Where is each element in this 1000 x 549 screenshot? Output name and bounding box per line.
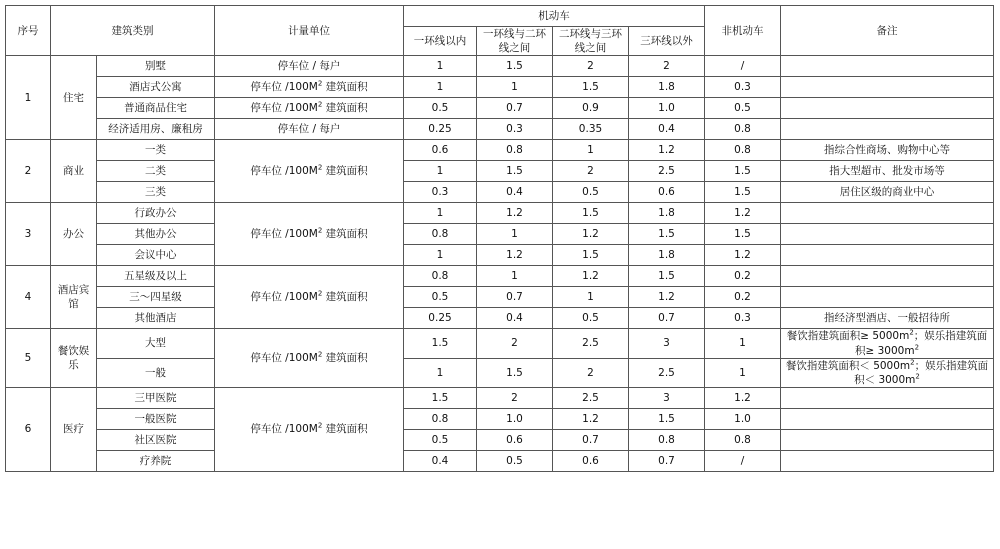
nonmotor-cell: 0.2 <box>705 287 781 308</box>
remark-text-a: 餐饮指建筑面积≥ 5000m <box>786 330 910 343</box>
remark-cell <box>781 119 994 140</box>
ring1-cell: 1 <box>404 77 477 98</box>
subcategory-cell: 三～四星级 <box>97 287 215 308</box>
category-cell: 办公 <box>51 203 97 266</box>
subcategory-cell: 酒店式公寓 <box>97 77 215 98</box>
table-row <box>6 430 994 451</box>
table-row <box>6 119 994 140</box>
subcategory-cell: 其他办公 <box>97 224 215 245</box>
table-row <box>6 56 994 77</box>
subcategory-cell: 三甲医院 <box>97 388 215 409</box>
table-row <box>6 287 994 308</box>
header-category: 建筑类别 <box>51 6 215 56</box>
ring2-cell: 0.4 <box>477 182 553 203</box>
ring2-cell: 1 <box>477 224 553 245</box>
nonmotor-cell: 0.5 <box>705 98 781 119</box>
ring3-cell: 0.35 <box>553 119 629 140</box>
nonmotor-cell: 1.0 <box>705 409 781 430</box>
ring3-cell: 0.9 <box>553 98 629 119</box>
ring1-cell: 0.25 <box>404 119 477 140</box>
ring2-cell: 1.5 <box>477 161 553 182</box>
ring3-cell: 1.5 <box>553 245 629 266</box>
remark-text-a: 餐饮指建筑面积＜ 5000m <box>785 359 911 372</box>
ring4-cell: 1.8 <box>629 245 705 266</box>
nonmotor-cell: 0.2 <box>705 266 781 287</box>
ring3-cell: 0.7 <box>553 430 629 451</box>
unit-sup: 2 <box>317 421 323 430</box>
unit-cell <box>215 388 404 472</box>
remark-cell <box>781 451 994 472</box>
ring3-cell: 1.2 <box>553 266 629 287</box>
unit-suffix: 建筑面积 <box>322 165 368 178</box>
unit-sup: 2 <box>317 350 323 359</box>
ring3-cell: 2.5 <box>553 329 629 358</box>
subcategory-cell: 二类 <box>97 161 215 182</box>
ring2-cell: 1.0 <box>477 409 553 430</box>
table-row <box>6 182 994 203</box>
remark-sup: 2 <box>910 358 915 367</box>
ring3-cell: 0.5 <box>553 182 629 203</box>
unit-suffix: 建筑面积 <box>322 228 368 241</box>
ring1-cell: 1 <box>404 245 477 266</box>
table-row <box>6 329 994 358</box>
ring2-cell: 2 <box>477 329 553 358</box>
remark-cell <box>781 224 994 245</box>
ring3-cell: 2 <box>553 161 629 182</box>
ring4-cell: 1.5 <box>629 224 705 245</box>
seq-cell: 1 <box>6 56 51 140</box>
remark-text-b: ；娱乐指建筑面积≥ 3000m <box>854 330 988 357</box>
unit-cell <box>215 98 404 119</box>
ring1-cell: 0.6 <box>404 140 477 161</box>
ring4-cell: 3 <box>629 388 705 409</box>
ring4-cell: 3 <box>629 329 705 358</box>
unit-cell <box>215 203 404 266</box>
unit-sup: 2 <box>317 163 323 172</box>
header-ring3: 二环线与三环线之间 <box>553 27 629 56</box>
remark-cell: 指经济型酒店、一般招待所 <box>781 308 994 329</box>
unit-sup: 2 <box>317 100 323 109</box>
table-row <box>6 358 994 387</box>
unit-text: 停车位 /100M <box>250 352 318 365</box>
remark-cell: 居住区级的商业中心 <box>781 182 994 203</box>
unit-cell <box>215 329 404 388</box>
nonmotor-cell: 1.5 <box>705 161 781 182</box>
unit-text: 停车位 /100M <box>250 165 318 178</box>
unit-sup: 2 <box>317 79 323 88</box>
unit-suffix: 建筑面积 <box>322 291 368 304</box>
ring1-cell: 0.25 <box>404 308 477 329</box>
unit-text: 停车位 /100M <box>250 291 318 304</box>
remark-cell <box>781 203 994 224</box>
remark-sup: 2 <box>915 372 920 381</box>
ring2-cell: 0.6 <box>477 430 553 451</box>
ring1-cell: 1 <box>404 358 477 387</box>
unit-suffix: 建筑面积 <box>322 423 368 436</box>
subcategory-cell: 一般医院 <box>97 409 215 430</box>
remark-cell <box>781 388 994 409</box>
remark-cell <box>781 245 994 266</box>
ring1-cell: 0.4 <box>404 451 477 472</box>
header-ring2: 一环线与二环线之间 <box>477 27 553 56</box>
seq-cell: 3 <box>6 203 51 266</box>
remark-cell <box>781 56 994 77</box>
table-row <box>6 409 994 430</box>
remark-text-b: ；娱乐指建筑面积＜ 3000m <box>854 359 989 386</box>
nonmotor-cell: 0.8 <box>705 140 781 161</box>
nonmotor-cell: 1 <box>705 329 781 358</box>
ring4-cell: 1.5 <box>629 266 705 287</box>
header-row-1 <box>6 6 994 27</box>
header-remark: 备注 <box>781 6 994 56</box>
ring1-cell: 0.5 <box>404 287 477 308</box>
header-seq: 序号 <box>6 6 51 56</box>
ring2-cell: 0.3 <box>477 119 553 140</box>
table-row <box>6 388 994 409</box>
remark-sup: 2 <box>914 343 920 352</box>
category-cell: 商业 <box>51 140 97 203</box>
ring1-cell: 0.8 <box>404 409 477 430</box>
nonmotor-cell: / <box>705 56 781 77</box>
subcategory-cell: 一般 <box>97 358 215 387</box>
ring1-cell: 1.5 <box>404 388 477 409</box>
ring3-cell: 1.5 <box>553 77 629 98</box>
unit-cell <box>215 140 404 203</box>
ring1-cell: 0.3 <box>404 182 477 203</box>
ring2-cell: 0.7 <box>477 287 553 308</box>
seq-cell: 2 <box>6 140 51 203</box>
ring2-cell: 1.5 <box>477 358 553 387</box>
ring2-cell: 1 <box>477 266 553 287</box>
table-row <box>6 451 994 472</box>
ring1-cell: 0.5 <box>404 98 477 119</box>
subcategory-cell: 大型 <box>97 329 215 358</box>
ring4-cell: 1.2 <box>629 287 705 308</box>
unit-suffix: 建筑面积 <box>322 81 368 94</box>
ring1-cell: 1.5 <box>404 329 477 358</box>
nonmotor-cell: 0.3 <box>705 77 781 98</box>
parking-standard-table <box>5 5 994 472</box>
nonmotor-cell: / <box>705 451 781 472</box>
header-nonmotor: 非机动车 <box>705 6 781 56</box>
category-cell: 医疗 <box>51 388 97 472</box>
unit-cell <box>215 77 404 98</box>
subcategory-cell: 会议中心 <box>97 245 215 266</box>
ring4-cell: 1.8 <box>629 203 705 224</box>
ring3-cell: 1 <box>553 287 629 308</box>
ring3-cell: 1.2 <box>553 224 629 245</box>
ring3-cell: 0.6 <box>553 451 629 472</box>
seq-cell: 4 <box>6 266 51 329</box>
ring4-cell: 1.5 <box>629 409 705 430</box>
category-cell: 住宅 <box>51 56 97 140</box>
ring2-cell: 1.2 <box>477 245 553 266</box>
header-motor: 机动车 <box>404 6 705 27</box>
ring4-cell: 0.4 <box>629 119 705 140</box>
subcategory-cell: 五星级及以上 <box>97 266 215 287</box>
subcategory-cell: 疗养院 <box>97 451 215 472</box>
ring3-cell: 1 <box>553 140 629 161</box>
remark-cell <box>781 98 994 119</box>
nonmotor-cell: 1.5 <box>705 224 781 245</box>
ring2-cell: 0.4 <box>477 308 553 329</box>
category-cell: 酒店宾馆 <box>51 266 97 329</box>
unit-text: 停车位 /100M <box>250 81 318 94</box>
table-row <box>6 161 994 182</box>
remark-cell <box>781 287 994 308</box>
remark-cell <box>781 358 994 387</box>
ring4-cell: 2 <box>629 56 705 77</box>
table-row <box>6 77 994 98</box>
category-cell: 餐饮娱乐 <box>51 329 97 388</box>
seq-cell: 5 <box>6 329 51 388</box>
ring2-cell: 0.5 <box>477 451 553 472</box>
remark-cell <box>781 77 994 98</box>
ring3-cell: 2.5 <box>553 388 629 409</box>
ring1-cell: 0.8 <box>404 266 477 287</box>
ring1-cell: 1 <box>404 161 477 182</box>
unit-sup: 2 <box>317 289 323 298</box>
nonmotor-cell: 0.3 <box>705 308 781 329</box>
ring4-cell: 2.5 <box>629 161 705 182</box>
subcategory-cell: 行政办公 <box>97 203 215 224</box>
header-ring4: 三环线以外 <box>629 27 705 56</box>
header-ring1: 一环线以内 <box>404 27 477 56</box>
ring3-cell: 2 <box>553 358 629 387</box>
ring1-cell: 0.8 <box>404 224 477 245</box>
table-row <box>6 224 994 245</box>
subcategory-cell: 社区医院 <box>97 430 215 451</box>
ring2-cell: 0.7 <box>477 98 553 119</box>
ring1-cell: 1 <box>404 56 477 77</box>
subcategory-cell: 其他酒店 <box>97 308 215 329</box>
ring4-cell: 1.0 <box>629 98 705 119</box>
remark-cell: 指综合性商场、购物中心等 <box>781 140 994 161</box>
nonmotor-cell: 1.5 <box>705 182 781 203</box>
nonmotor-cell: 0.8 <box>705 119 781 140</box>
ring4-cell: 1.2 <box>629 140 705 161</box>
subcategory-cell: 普通商品住宅 <box>97 98 215 119</box>
subcategory-cell: 一类 <box>97 140 215 161</box>
subcategory-cell: 经济适用房、廉租房 <box>97 119 215 140</box>
ring3-cell: 2 <box>553 56 629 77</box>
unit-cell: 停车位 / 每户 <box>215 119 404 140</box>
ring3-cell: 1.2 <box>553 409 629 430</box>
ring4-cell: 0.7 <box>629 308 705 329</box>
table-row <box>6 308 994 329</box>
ring2-cell: 1.5 <box>477 56 553 77</box>
header-unit: 计量单位 <box>215 6 404 56</box>
ring3-cell: 0.5 <box>553 308 629 329</box>
remark-cell <box>781 409 994 430</box>
unit-text: 停车位 /100M <box>250 228 318 241</box>
unit-text: 停车位 /100M <box>250 102 318 115</box>
remark-sup: 2 <box>909 328 914 337</box>
ring4-cell: 1.8 <box>629 77 705 98</box>
unit-suffix: 建筑面积 <box>322 102 368 115</box>
subcategory-cell: 三类 <box>97 182 215 203</box>
seq-cell: 6 <box>6 388 51 472</box>
ring4-cell: 2.5 <box>629 358 705 387</box>
ring2-cell: 0.8 <box>477 140 553 161</box>
ring4-cell: 0.7 <box>629 451 705 472</box>
ring3-cell: 1.5 <box>553 203 629 224</box>
table-row <box>6 98 994 119</box>
nonmotor-cell: 1.2 <box>705 245 781 266</box>
table-row <box>6 266 994 287</box>
unit-text: 停车位 /100M <box>250 423 318 436</box>
table-row <box>6 140 994 161</box>
ring2-cell: 1.2 <box>477 203 553 224</box>
nonmotor-cell: 1.2 <box>705 203 781 224</box>
table-row <box>6 245 994 266</box>
remark-cell <box>781 266 994 287</box>
ring1-cell: 1 <box>404 203 477 224</box>
unit-sup: 2 <box>317 226 323 235</box>
nonmotor-cell: 0.8 <box>705 430 781 451</box>
ring2-cell: 2 <box>477 388 553 409</box>
remark-cell: 指大型超市、批发市场等 <box>781 161 994 182</box>
remark-cell <box>781 430 994 451</box>
ring1-cell: 0.5 <box>404 430 477 451</box>
table-row <box>6 203 994 224</box>
ring4-cell: 0.6 <box>629 182 705 203</box>
remark-cell <box>781 329 994 358</box>
unit-cell: 停车位 / 每户 <box>215 56 404 77</box>
unit-cell <box>215 266 404 329</box>
ring2-cell: 1 <box>477 77 553 98</box>
ring4-cell: 0.8 <box>629 430 705 451</box>
unit-suffix: 建筑面积 <box>322 352 368 365</box>
subcategory-cell: 别墅 <box>97 56 215 77</box>
nonmotor-cell: 1.2 <box>705 388 781 409</box>
nonmotor-cell: 1 <box>705 358 781 387</box>
